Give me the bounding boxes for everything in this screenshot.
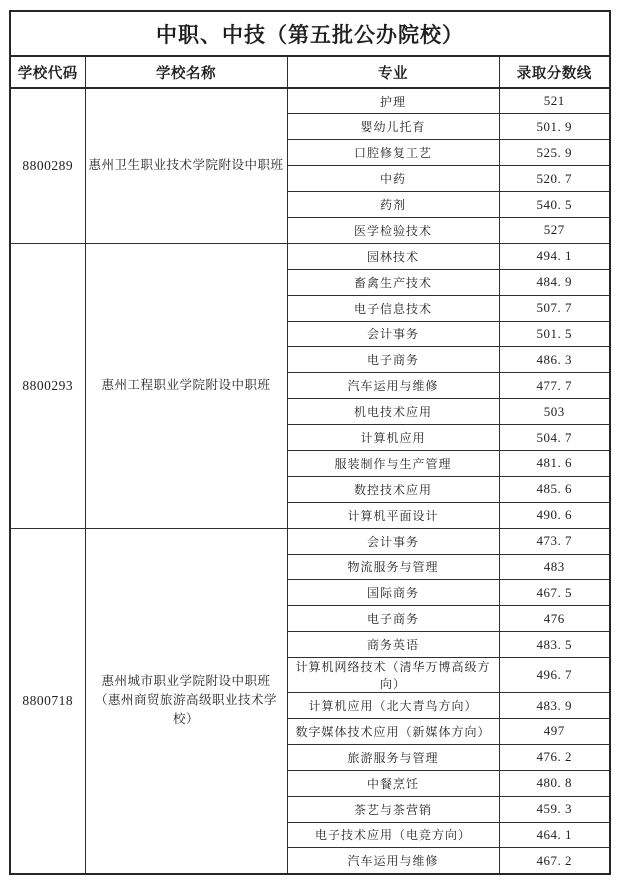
major-cell: 会计事务 — [287, 321, 499, 347]
table-row — [10, 88, 610, 114]
score-cell: 497 — [499, 718, 610, 744]
table-row — [10, 528, 610, 554]
score-cell: 477. 7 — [499, 373, 610, 399]
major-cell: 汽车运用与维修 — [287, 373, 499, 399]
major-cell: 畜禽生产技术 — [287, 269, 499, 295]
score-cell: 501. 5 — [499, 321, 610, 347]
school-code-cell: 8800289 — [10, 88, 85, 243]
col-header-school-code: 学校代码 — [10, 56, 85, 88]
col-header-score-line: 录取分数线 — [499, 56, 610, 88]
score-cell: 503 — [499, 399, 610, 425]
major-cell: 旅游服务与管理 — [287, 744, 499, 770]
title-row — [10, 11, 610, 56]
school-name-cell — [85, 88, 287, 243]
table-row — [10, 243, 610, 269]
major-cell: 药剂 — [287, 192, 499, 218]
school-code-cell: 8800293 — [10, 243, 85, 528]
score-cell: 464. 1 — [499, 822, 610, 848]
major-cell: 会计事务 — [287, 528, 499, 554]
major-cell: 计算机应用 — [287, 425, 499, 451]
major-cell: 中餐烹饪 — [287, 770, 499, 796]
score-cell: 483. 5 — [499, 632, 610, 658]
score-cell: 480. 8 — [499, 770, 610, 796]
major-cell: 汽车运用与维修 — [287, 848, 499, 874]
score-cell: 496. 7 — [499, 658, 610, 693]
major-cell: 医学检验技术 — [287, 217, 499, 243]
major-cell: 电子技术应用（电竞方向） — [287, 822, 499, 848]
table-body — [10, 88, 610, 874]
major-cell: 电子信息技术 — [287, 295, 499, 321]
major-cell: 园林技术 — [287, 243, 499, 269]
major-cell: 计算机应用（北大青鸟方向） — [287, 693, 499, 719]
score-cell: 494. 1 — [499, 243, 610, 269]
score-cell: 484. 9 — [499, 269, 610, 295]
major-cell: 口腔修复工艺 — [287, 140, 499, 166]
score-cell: 483. 9 — [499, 693, 610, 719]
school-name-line1: 惠州工程职业学院附设中职班 — [101, 378, 271, 393]
score-cell: 504. 7 — [499, 425, 610, 451]
admission-score-table — [9, 10, 611, 875]
score-cell: 476. 2 — [499, 744, 610, 770]
school-name-cell — [85, 243, 287, 528]
major-cell: 机电技术应用 — [287, 399, 499, 425]
score-cell: 521 — [499, 88, 610, 114]
school-name-cell — [85, 528, 287, 874]
major-cell: 护理 — [287, 88, 499, 114]
major-cell: 茶艺与茶营销 — [287, 796, 499, 822]
score-cell: 481. 6 — [499, 450, 610, 476]
major-cell: 国际商务 — [287, 580, 499, 606]
major-cell: 中药 — [287, 166, 499, 192]
major-cell: 物流服务与管理 — [287, 554, 499, 580]
school-code-cell: 8800718 — [10, 528, 85, 874]
major-cell: 数控技术应用 — [287, 476, 499, 502]
major-cell: 数字媒体技术应用（新媒体方向） — [287, 718, 499, 744]
table-title: 中职、中技（第五批公办院校） — [10, 11, 610, 56]
school-name-line1: 惠州卫生职业技术学院附设中职班 — [88, 158, 284, 173]
score-cell: 459. 3 — [499, 796, 610, 822]
col-header-school-name: 学校名称 — [85, 56, 287, 88]
school-name-line1: 惠州城市职业学院附设中职班 — [101, 673, 271, 688]
score-cell: 507. 7 — [499, 295, 610, 321]
score-cell: 527 — [499, 217, 610, 243]
score-cell: 483 — [499, 554, 610, 580]
header-row — [10, 56, 610, 88]
major-cell: 电子商务 — [287, 606, 499, 632]
major-cell: 计算机平面设计 — [287, 502, 499, 528]
school-name-line2: （惠州商贸旅游高级职业技术学校） — [94, 693, 277, 727]
score-cell: 490. 6 — [499, 502, 610, 528]
major-cell: 商务英语 — [287, 632, 499, 658]
score-cell: 520. 7 — [499, 166, 610, 192]
score-cell: 467. 2 — [499, 848, 610, 874]
major-cell: 电子商务 — [287, 347, 499, 373]
score-cell: 540. 5 — [499, 192, 610, 218]
major-cell: 服装制作与生产管理 — [287, 450, 499, 476]
score-cell: 501. 9 — [499, 114, 610, 140]
col-header-major: 专业 — [287, 56, 499, 88]
major-cell: 计算机网络技术（清华万博高级方向） — [287, 658, 499, 693]
score-cell: 473. 7 — [499, 528, 610, 554]
score-cell: 525. 9 — [499, 140, 610, 166]
score-cell: 485. 6 — [499, 476, 610, 502]
score-cell: 467. 5 — [499, 580, 610, 606]
score-cell: 476 — [499, 606, 610, 632]
major-cell: 婴幼儿托育 — [287, 114, 499, 140]
score-cell: 486. 3 — [499, 347, 610, 373]
